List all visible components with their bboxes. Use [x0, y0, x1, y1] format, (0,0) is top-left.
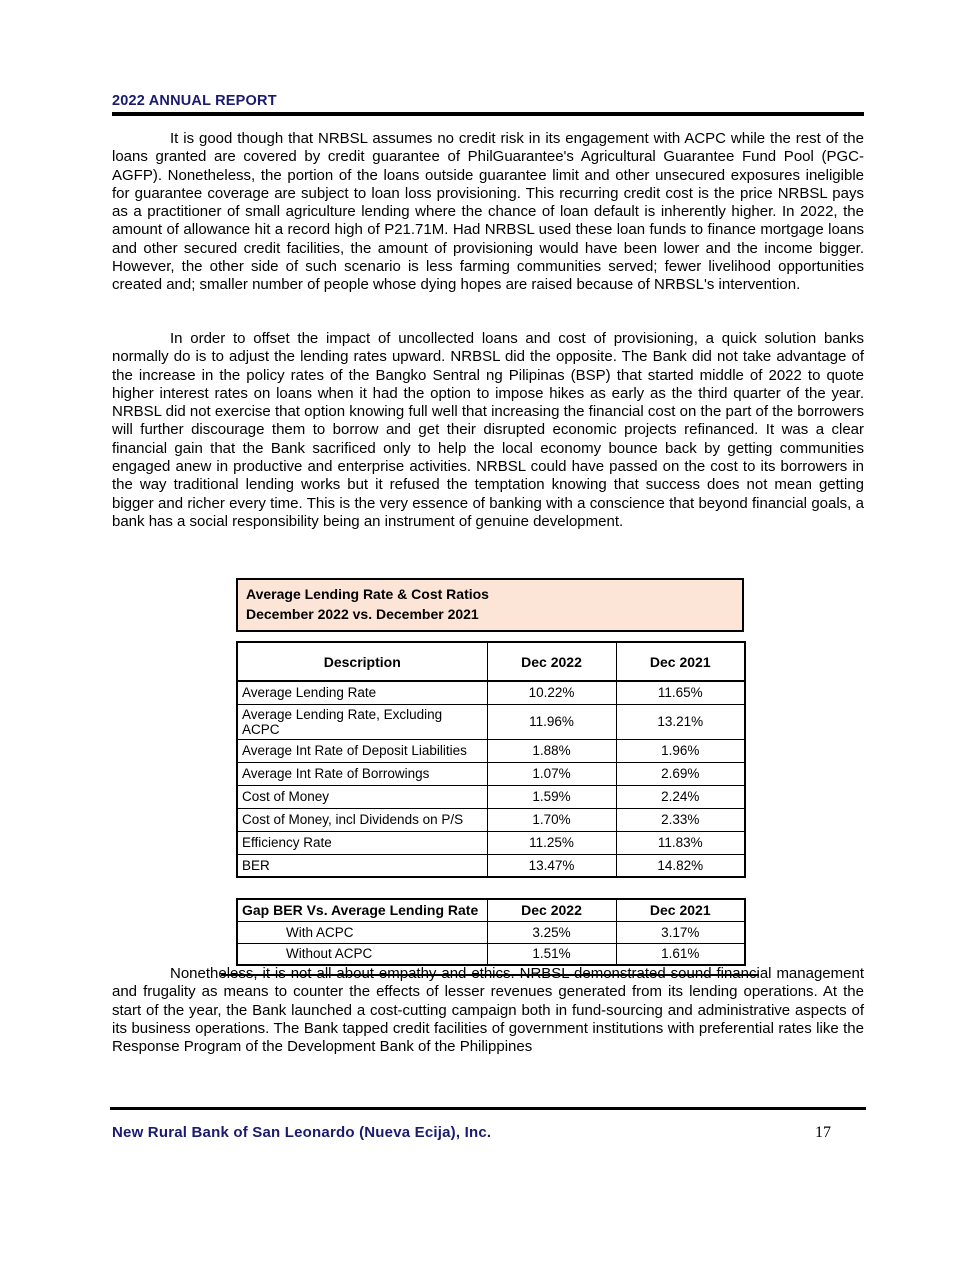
table-title-line-2: December 2022 vs. December 2021: [246, 606, 479, 622]
table-row: [237, 762, 745, 785]
footer-rule-divider: [110, 1107, 866, 1110]
row-value-2022: 11.25%: [487, 831, 616, 854]
body-paragraph-3: [112, 965, 864, 1056]
table-row: [237, 943, 745, 965]
table-title-line-1: Average Lending Rate & Cost Ratios: [246, 586, 489, 602]
row-value-2022: 1.07%: [487, 762, 616, 785]
row-value-2021: 1.96%: [616, 739, 745, 762]
table-row: [237, 854, 745, 877]
row-value-2021: 2.69%: [616, 762, 745, 785]
lending-rate-cost-ratios-table: [236, 641, 746, 878]
row-value-2022: 10.22%: [487, 681, 616, 704]
row-value-2022: 1.59%: [487, 785, 616, 808]
row-label: Without ACPC: [237, 943, 487, 965]
paragraph-text: It is good though that NRBSL assumes no credit risk in its engagement with ACPC while the rest of the loans granted are covered by credit guarantee of PhilGuarantee's Agricultural Guarantee Fund Pool (PGC-AGFP). Nonetheless, the portion of the loans outside guarantee limit and other unsecured exposures ineligible for guarantee coverage are subject to loan loss provisioning. This recurring credit cost is the price NRBSL pays as a practitioner of small agriculture lending where the chance of loan default is inherently higher. In 2022, the amount of allowance hit a record high of P21.71M. Had NRBSL used these loan funds to finance mortgage loans and other secured credit facilities, the amount of provisioning would have been lower and the income bigger. However, the other side of such scenario is less farming communities served; fewer livelihood opportunities created and; smaller number of people whose dying hopes are raised because of NRBSL's intervention.: [112, 130, 864, 294]
footer-bank-name: New Rural Bank of San Leonardo (Nueva Ecija), Inc.: [112, 1124, 492, 1141]
table-row: [237, 739, 745, 762]
column-header-dec-2021: Dec 2021: [616, 899, 745, 921]
row-value-2021: 2.24%: [616, 785, 745, 808]
row-value-2022: 13.47%: [487, 854, 616, 877]
row-label: Efficiency Rate: [237, 831, 487, 854]
table-row: [237, 921, 745, 943]
table-row: [237, 785, 745, 808]
header-rule-divider: [112, 112, 864, 116]
paragraph-text: In order to offset the impact of uncollected loans and cost of provisioning, a quick solution banks normally do is to adjust the lending rates upward. NRBSL did the opposite. The Bank did not take advantage of the increase in the policy rates of the Bangko Sentral ng Pilipinas (BSP) that started middle of 2022 to quote higher interest rates on loans when it had the option to impose hikes as early as the third quarter of the year. NRBSL did not exercise that option knowing full well that increasing the financial cost on the part of the borrowers will further discourage them to borrow and get their disrupted economic projects refinanced. It was a clear financial gain that the Bank sacrificed only to help the local economy bounce back by getting communities engaged anew in productive and enterprise activities. NRBSL could have passed on the cost to its borrowers in the way traditional lending works but it refused the temptation knowing that success does not mean getting bigger and richer every time. This is the very essence of banking with a conscience that beyond financial goals, a bank has a social responsibility being an instrument of genuine development.: [112, 330, 864, 530]
row-label: Cost of Money, incl Dividends on P/S: [237, 808, 487, 831]
gap-ber-table: [236, 898, 746, 966]
body-paragraph-2: [112, 330, 864, 531]
row-label: With ACPC: [237, 921, 487, 943]
footer-page-number: 17: [815, 1124, 831, 1141]
row-value-2021: 11.65%: [616, 681, 745, 704]
row-label: Average Int Rate of Deposit Liabilities: [237, 739, 487, 762]
row-label: Average Lending Rate, Excluding ACPC: [237, 704, 487, 739]
row-label: Average Int Rate of Borrowings: [237, 762, 487, 785]
row-value-2021: 14.82%: [616, 854, 745, 877]
table-header-row: [237, 899, 745, 921]
row-label: Cost of Money: [237, 785, 487, 808]
table-title-box: [236, 578, 744, 632]
row-label: Average Lending Rate: [237, 681, 487, 704]
table-row: [237, 681, 745, 704]
row-value-2021: 2.33%: [616, 808, 745, 831]
column-header-dec-2022: Dec 2022: [487, 642, 616, 681]
tables-block: [236, 578, 744, 976]
page-footer: [112, 1124, 864, 1142]
paragraph-text: Nonetheless, it is not all about empathy and ethics. NRBSL demonstrated sound financial management and frugality as means to counter the effects of lesser revenues generated from its lending operations. At the start of the year, the Bank launched a cost-cutting campaign both in fund-sourcing and administrative aspects of its business operations. The Bank tapped credit facilities of government institutions with preferential rates like the Response Program of the Development Bank of the Philippines: [112, 965, 864, 1056]
table-row: [237, 831, 745, 854]
column-header-description: Description: [237, 642, 487, 681]
report-title: 2022 ANNUAL REPORT: [112, 93, 277, 109]
row-value-2022: 3.25%: [487, 921, 616, 943]
table-row: [237, 808, 745, 831]
row-label: BER: [237, 854, 487, 877]
row-value-2021: 1.61%: [616, 943, 745, 965]
column-header-gap-ber: Gap BER Vs. Average Lending Rate: [237, 899, 487, 921]
row-value-2021: 3.17%: [616, 921, 745, 943]
row-value-2022: 1.70%: [487, 808, 616, 831]
page-header: [112, 93, 864, 116]
column-header-dec-2021: Dec 2021: [616, 642, 745, 681]
table-header-row: [237, 642, 745, 681]
body-paragraph-1: [112, 130, 864, 295]
row-value-2022: 1.88%: [487, 739, 616, 762]
table-row: [237, 704, 745, 739]
column-header-dec-2022: Dec 2022: [487, 899, 616, 921]
row-value-2021: 11.83%: [616, 831, 745, 854]
row-value-2022: 1.51%: [487, 943, 616, 965]
row-value-2021: 13.21%: [616, 704, 745, 739]
row-value-2022: 11.96%: [487, 704, 616, 739]
